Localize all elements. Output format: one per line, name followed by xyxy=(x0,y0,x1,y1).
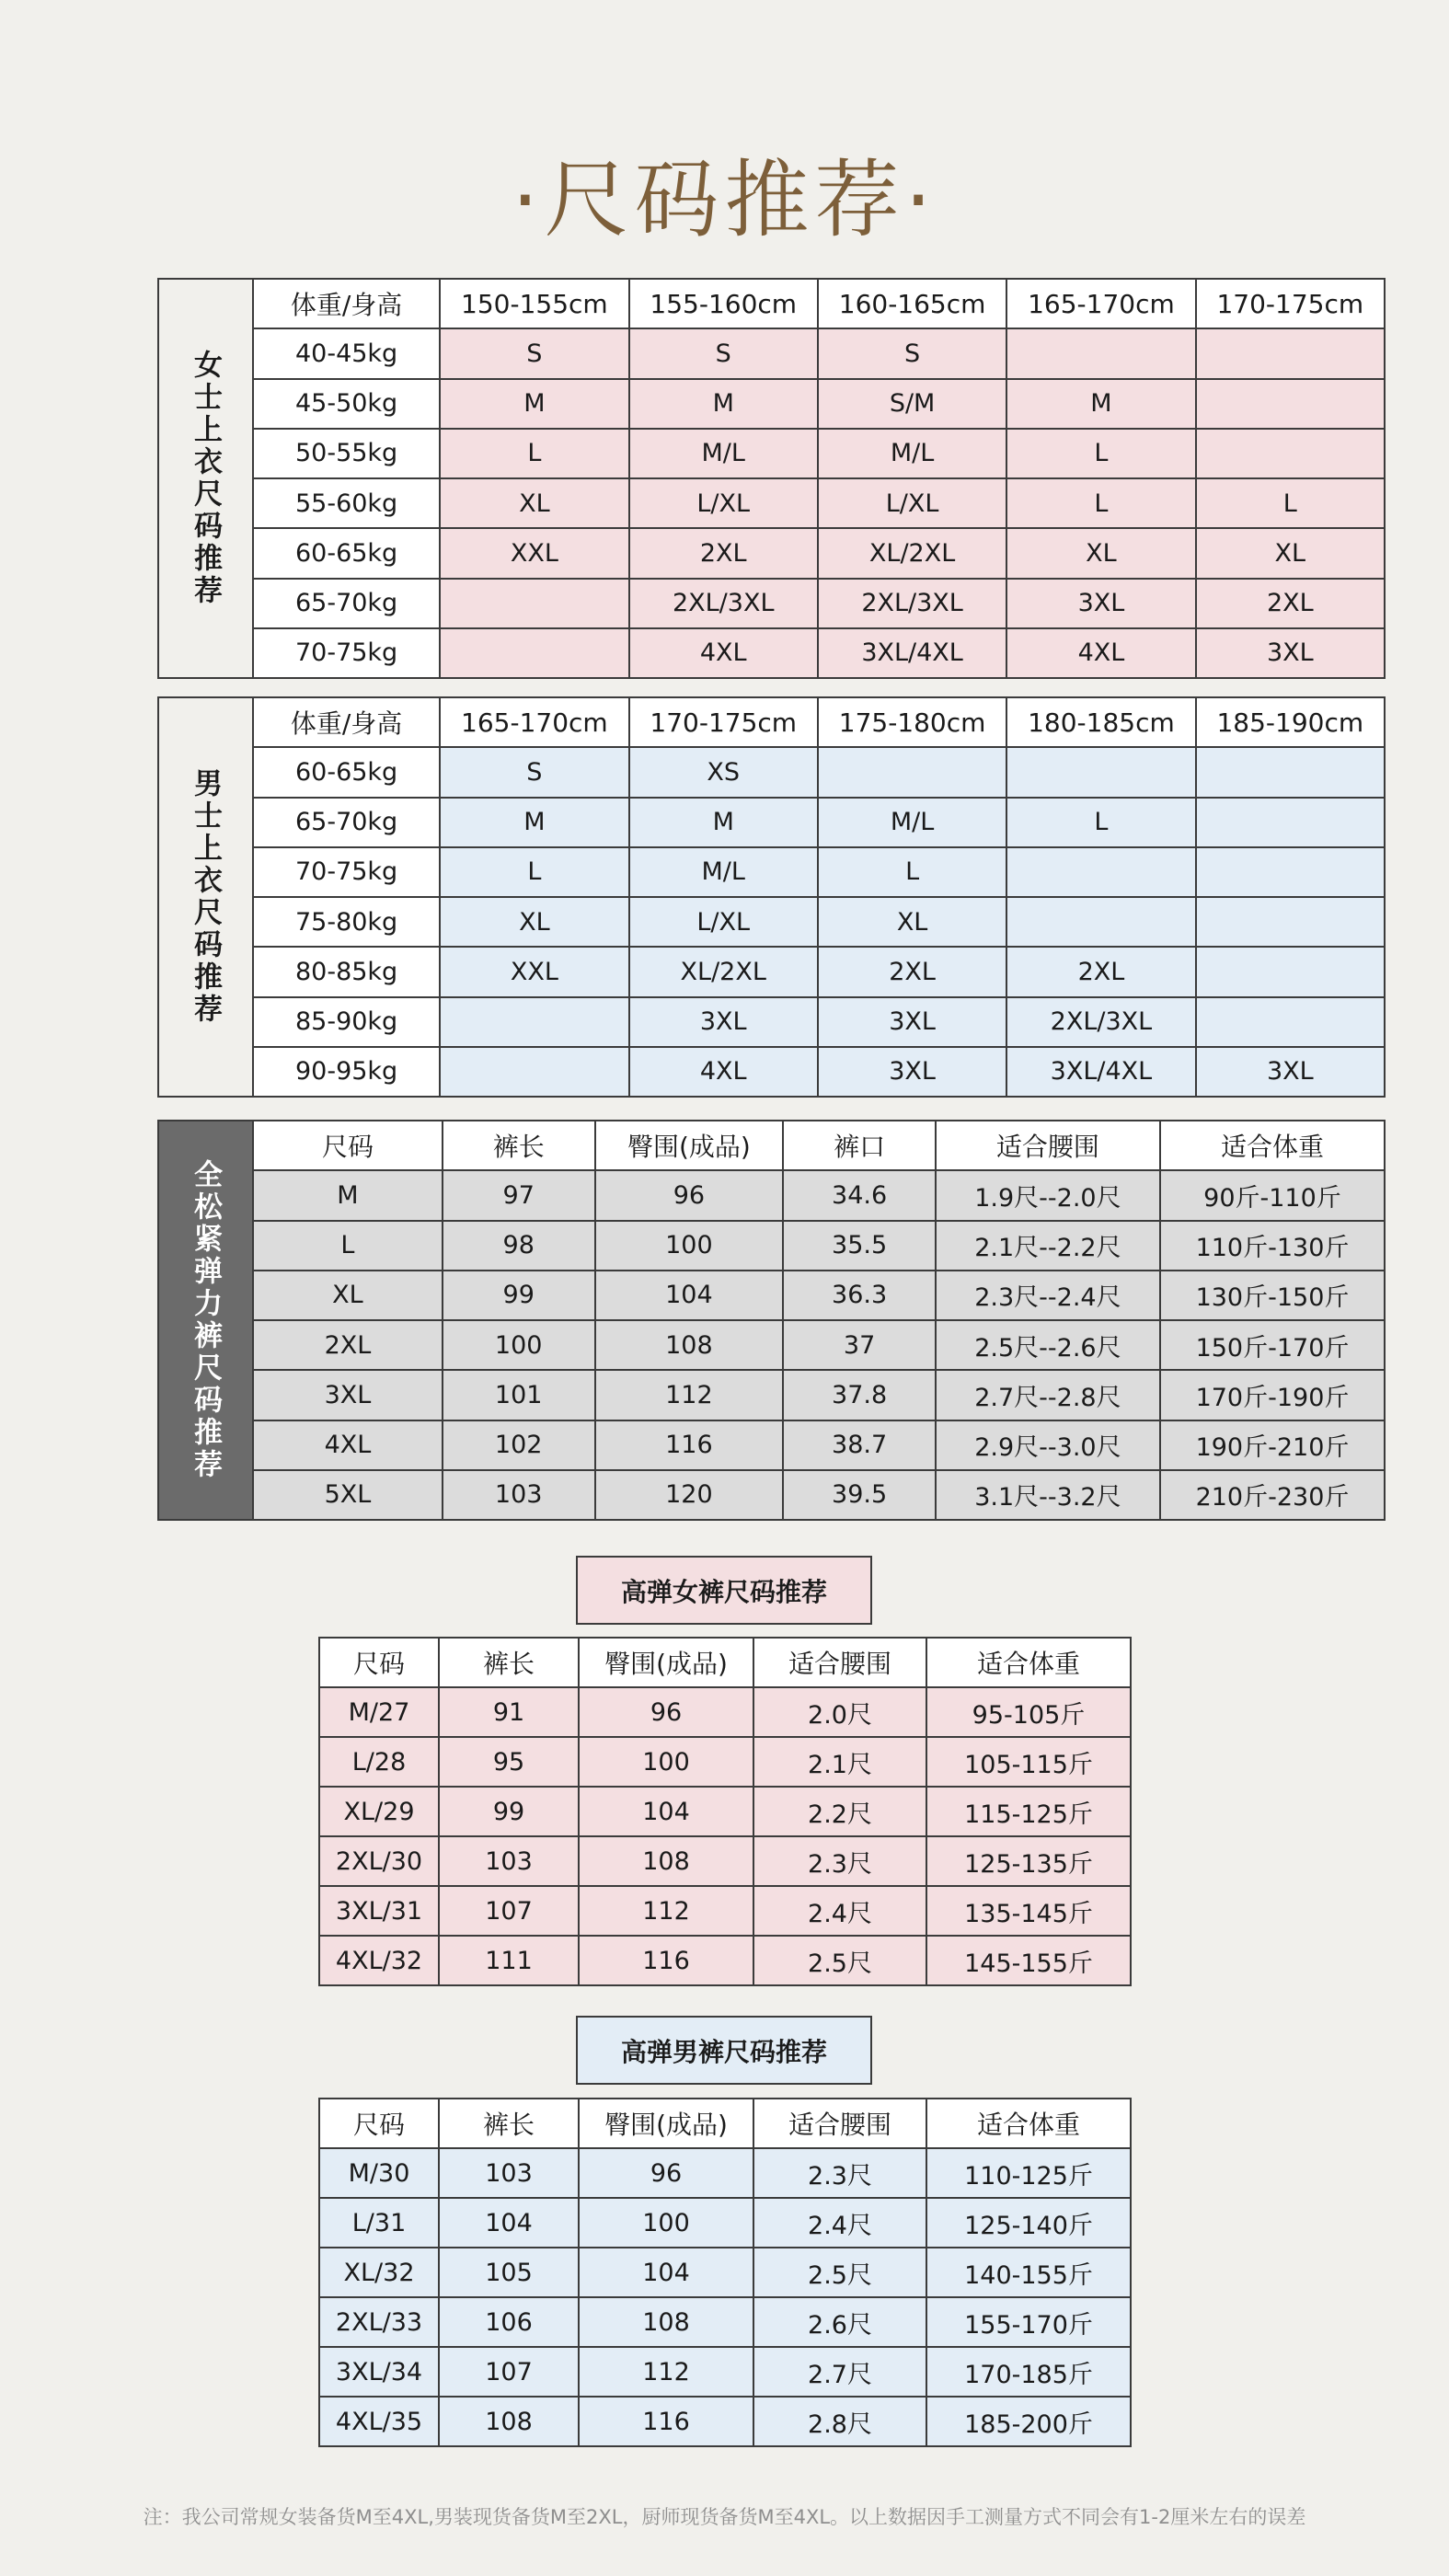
table-cell: XL xyxy=(1006,528,1195,578)
table-row xyxy=(253,579,1385,628)
column-header: 适合体重 xyxy=(926,1638,1131,1687)
column-header: 裤长 xyxy=(439,1638,579,1687)
table-cell: 105 xyxy=(439,2248,579,2297)
table-cell: M xyxy=(440,379,628,429)
table-cell: 116 xyxy=(579,2397,753,2446)
table-cell: S/M xyxy=(818,379,1006,429)
table-cell: 97 xyxy=(443,1170,595,1220)
table-cell xyxy=(1196,997,1385,1047)
table-cell: L/XL xyxy=(629,897,818,947)
men-tops-section xyxy=(157,696,1386,1098)
column-header: 155-160cm xyxy=(629,279,818,328)
table-cell xyxy=(1196,947,1385,996)
table-cell: 2.7尺 xyxy=(753,2347,926,2397)
table-cell: XL xyxy=(1196,528,1385,578)
column-header: 体重/身高 xyxy=(253,279,440,328)
table-cell: L xyxy=(818,847,1006,897)
row-label: 4XL/35 xyxy=(319,2397,439,2446)
table-cell: 3XL xyxy=(1006,579,1195,628)
table-row xyxy=(253,1221,1385,1271)
table-cell: L xyxy=(1006,429,1195,478)
table-row xyxy=(319,1836,1131,1886)
table-cell: 38.7 xyxy=(783,1420,936,1470)
table-row xyxy=(319,1737,1131,1787)
table-cell: 150斤-170斤 xyxy=(1160,1320,1385,1370)
table-row xyxy=(319,1936,1131,1985)
table-cell: 2XL xyxy=(1196,579,1385,628)
table-row xyxy=(253,628,1385,678)
row-label: 65-70kg xyxy=(253,798,440,847)
row-label: 70-75kg xyxy=(253,628,440,678)
table-cell: XL xyxy=(818,897,1006,947)
table-cell: XL xyxy=(440,478,628,528)
stretch-pants-table xyxy=(252,1120,1386,1521)
table-row xyxy=(253,478,1385,528)
table-cell: 2.8尺 xyxy=(753,2397,926,2446)
table-cell: 2.1尺 xyxy=(753,1737,926,1787)
table-cell: 107 xyxy=(439,1886,579,1936)
table-row xyxy=(253,1320,1385,1370)
table-cell xyxy=(1196,847,1385,897)
table-cell: 39.5 xyxy=(783,1470,936,1520)
table-row xyxy=(253,379,1385,429)
table-cell xyxy=(440,579,628,628)
row-label: 3XL xyxy=(253,1370,443,1420)
men-pants-table xyxy=(318,2098,1132,2447)
column-header: 裤口 xyxy=(783,1121,936,1170)
table-row xyxy=(253,528,1385,578)
table-cell: 3XL xyxy=(1196,1047,1385,1097)
table-cell: M/L xyxy=(818,798,1006,847)
column-header: 160-165cm xyxy=(818,279,1006,328)
column-header: 裤长 xyxy=(443,1121,595,1170)
column-header: 165-170cm xyxy=(1006,279,1195,328)
women-tops-table xyxy=(252,278,1386,679)
men-tops-label: 男士上衣尺码推荐 xyxy=(157,696,252,1098)
table-cell: 102 xyxy=(443,1420,595,1470)
row-label: 60-65kg xyxy=(253,528,440,578)
table-cell xyxy=(440,628,628,678)
table-cell: 108 xyxy=(579,1836,753,1886)
table-cell: 2XL/3XL xyxy=(818,579,1006,628)
column-header: 裤长 xyxy=(439,2099,579,2148)
table-cell: 107 xyxy=(439,2347,579,2397)
table-cell xyxy=(818,747,1006,797)
table-cell: 90斤-110斤 xyxy=(1160,1170,1385,1220)
row-label: M/27 xyxy=(319,1687,439,1737)
table-cell: 2.3尺 xyxy=(753,2148,926,2198)
table-cell xyxy=(1196,897,1385,947)
column-header: 180-185cm xyxy=(1006,697,1195,747)
table-cell: 100 xyxy=(595,1221,784,1271)
table-row xyxy=(253,997,1385,1047)
table-cell: 95 xyxy=(439,1737,579,1787)
table-cell: M xyxy=(1006,379,1195,429)
table-cell: 185-200斤 xyxy=(926,2397,1131,2446)
table-row xyxy=(253,798,1385,847)
table-cell: 105-115斤 xyxy=(926,1737,1131,1787)
table-cell: XS xyxy=(629,747,818,797)
table-cell: 100 xyxy=(443,1320,595,1370)
row-label: 3XL/34 xyxy=(319,2347,439,2397)
table-cell: L xyxy=(440,847,628,897)
table-row xyxy=(319,2347,1131,2397)
table-cell: M/L xyxy=(818,429,1006,478)
men-pants-section xyxy=(318,2098,1132,2447)
table-cell: 170-185斤 xyxy=(926,2347,1131,2397)
row-label: L xyxy=(253,1221,443,1271)
table-cell: 108 xyxy=(595,1320,784,1370)
table-cell xyxy=(440,997,628,1047)
table-cell: 110-125斤 xyxy=(926,2148,1131,2198)
table-cell: 108 xyxy=(579,2297,753,2347)
footnote: 注：我公司常规女装备货M至4XL,男装现货备货M至2XL，厨师现货备货M至4XL。以上数据因手工测量方式不同会有1-2厘米左右的误差 xyxy=(143,2506,1306,2528)
row-label: XL/32 xyxy=(319,2248,439,2297)
table-cell: 106 xyxy=(439,2297,579,2347)
column-header: 尺码 xyxy=(253,1121,443,1170)
table-cell: 210斤-230斤 xyxy=(1160,1470,1385,1520)
table-cell: 2.1尺--2.2尺 xyxy=(936,1221,1160,1271)
table-cell: 170斤-190斤 xyxy=(1160,1370,1385,1420)
table-cell: 2.7尺--2.8尺 xyxy=(936,1370,1160,1420)
column-header: 165-170cm xyxy=(440,697,628,747)
column-header: 175-180cm xyxy=(818,697,1006,747)
column-header: 适合体重 xyxy=(926,2099,1131,2148)
stretch-pants-section xyxy=(157,1120,1386,1521)
table-cell: 135-145斤 xyxy=(926,1886,1131,1936)
row-label: XL xyxy=(253,1271,443,1320)
table-cell: 3XL xyxy=(818,1047,1006,1097)
table-cell: S xyxy=(818,328,1006,378)
table-cell: 4XL xyxy=(1006,628,1195,678)
table-cell: 2XL/3XL xyxy=(1006,997,1195,1047)
column-header: 尺码 xyxy=(319,2099,439,2148)
table-row xyxy=(253,1047,1385,1097)
table-cell: 2.3尺 xyxy=(753,1836,926,1886)
table-cell: 96 xyxy=(579,2148,753,2198)
row-label: 40-45kg xyxy=(253,328,440,378)
header-row xyxy=(319,1638,1131,1687)
table-cell: 96 xyxy=(579,1687,753,1737)
table-cell: 3XL/4XL xyxy=(1006,1047,1195,1097)
page-title: ·尺码推荐· xyxy=(512,151,937,249)
table-cell: 2XL xyxy=(818,947,1006,996)
table-cell: L/XL xyxy=(818,478,1006,528)
table-row xyxy=(253,328,1385,378)
table-cell: 104 xyxy=(595,1271,784,1320)
table-cell: 35.5 xyxy=(783,1221,936,1271)
header-row xyxy=(253,1121,1385,1170)
column-header: 适合腰围 xyxy=(936,1121,1160,1170)
table-cell: 125-135斤 xyxy=(926,1836,1131,1886)
women-tops-label: 女士上衣尺码推荐 xyxy=(157,278,252,679)
table-cell: M xyxy=(629,798,818,847)
row-label: 60-65kg xyxy=(253,747,440,797)
table-cell: 1.9尺--2.0尺 xyxy=(936,1170,1160,1220)
table-cell xyxy=(1196,747,1385,797)
table-cell: 112 xyxy=(579,2347,753,2397)
table-cell: 140-155斤 xyxy=(926,2248,1131,2297)
table-cell xyxy=(1196,798,1385,847)
table-cell: S xyxy=(440,328,628,378)
row-label: 65-70kg xyxy=(253,579,440,628)
table-cell: 2.4尺 xyxy=(753,2198,926,2248)
table-cell: 99 xyxy=(443,1271,595,1320)
table-cell: 3.1尺--3.2尺 xyxy=(936,1470,1160,1520)
women-pants-section xyxy=(318,1637,1132,1986)
table-cell: 103 xyxy=(439,1836,579,1886)
row-label: 2XL/30 xyxy=(319,1836,439,1886)
table-cell: 4XL xyxy=(629,628,818,678)
column-header: 适合腰围 xyxy=(753,2099,926,2148)
table-cell: 37.8 xyxy=(783,1370,936,1420)
row-label: 55-60kg xyxy=(253,478,440,528)
table-row xyxy=(319,1886,1131,1936)
table-cell xyxy=(1006,747,1195,797)
column-header: 体重/身高 xyxy=(253,697,440,747)
column-header: 170-175cm xyxy=(1196,279,1385,328)
table-cell: 104 xyxy=(579,1787,753,1836)
column-header: 适合腰围 xyxy=(753,1638,926,1687)
table-cell: 116 xyxy=(579,1936,753,1985)
women-tops-section xyxy=(157,278,1386,679)
table-cell: L xyxy=(1006,798,1195,847)
table-cell: 36.3 xyxy=(783,1271,936,1320)
table-cell: 91 xyxy=(439,1687,579,1737)
table-cell xyxy=(1006,897,1195,947)
row-label: 4XL xyxy=(253,1420,443,1470)
column-header: 臀围(成品) xyxy=(579,1638,753,1687)
table-cell: 125-140斤 xyxy=(926,2198,1131,2248)
table-cell: 101 xyxy=(443,1370,595,1420)
table-cell: 108 xyxy=(439,2397,579,2446)
table-row xyxy=(319,2198,1131,2248)
table-cell: L xyxy=(1196,478,1385,528)
table-row xyxy=(319,2248,1131,2297)
table-cell: 34.6 xyxy=(783,1170,936,1220)
stretch-pants-label: 全松紧弹力裤尺码推荐 xyxy=(157,1120,252,1521)
table-cell: 104 xyxy=(439,2198,579,2248)
table-cell: 2.0尺 xyxy=(753,1687,926,1737)
table-cell: 3XL xyxy=(818,997,1006,1047)
table-row xyxy=(319,1687,1131,1737)
table-cell: 103 xyxy=(443,1470,595,1520)
table-cell: 2.4尺 xyxy=(753,1886,926,1936)
table-cell: 190斤-210斤 xyxy=(1160,1420,1385,1470)
table-cell: 104 xyxy=(579,2248,753,2297)
row-label: L/28 xyxy=(319,1737,439,1787)
row-label: 75-80kg xyxy=(253,897,440,947)
header-row xyxy=(253,279,1385,328)
women-pants-table xyxy=(318,1637,1132,1986)
table-cell: 2XL xyxy=(1006,947,1195,996)
row-label: 90-95kg xyxy=(253,1047,440,1097)
table-row xyxy=(253,897,1385,947)
column-header: 尺码 xyxy=(319,1638,439,1687)
women-pants-title: 高弹女裤尺码推荐 xyxy=(576,1556,872,1625)
table-cell: 95-105斤 xyxy=(926,1687,1131,1737)
row-label: 3XL/31 xyxy=(319,1886,439,1936)
table-cell xyxy=(1006,328,1195,378)
row-label: 45-50kg xyxy=(253,379,440,429)
table-cell: 4XL xyxy=(629,1047,818,1097)
column-header: 臀围(成品) xyxy=(579,2099,753,2148)
table-cell: XL/2XL xyxy=(818,528,1006,578)
men-pants-title: 高弹男裤尺码推荐 xyxy=(576,2016,872,2085)
table-cell: M/L xyxy=(629,429,818,478)
table-cell: 3XL/4XL xyxy=(818,628,1006,678)
row-label: 80-85kg xyxy=(253,947,440,996)
table-cell xyxy=(1196,379,1385,429)
row-label: 5XL xyxy=(253,1470,443,1520)
table-cell: 145-155斤 xyxy=(926,1936,1131,1985)
table-cell: 111 xyxy=(439,1936,579,1985)
row-label: 70-75kg xyxy=(253,847,440,897)
table-cell: S xyxy=(440,747,628,797)
row-label: 2XL xyxy=(253,1320,443,1370)
table-cell: L/XL xyxy=(629,478,818,528)
table-cell: M xyxy=(629,379,818,429)
table-cell: 2.2尺 xyxy=(753,1787,926,1836)
table-cell: 2.5尺 xyxy=(753,1936,926,1985)
table-cell xyxy=(1196,328,1385,378)
table-cell: S xyxy=(629,328,818,378)
table-cell: 100 xyxy=(579,1737,753,1787)
table-cell: 115-125斤 xyxy=(926,1787,1131,1836)
header-row xyxy=(319,2099,1131,2148)
table-cell xyxy=(440,1047,628,1097)
table-row xyxy=(253,1420,1385,1470)
table-row xyxy=(319,2148,1131,2198)
table-cell: 120 xyxy=(595,1470,784,1520)
table-cell: XL xyxy=(440,897,628,947)
table-cell: 37 xyxy=(783,1320,936,1370)
table-cell: 2XL/3XL xyxy=(629,579,818,628)
table-cell: XXL xyxy=(440,947,628,996)
table-cell: XXL xyxy=(440,528,628,578)
table-row xyxy=(253,429,1385,478)
table-row xyxy=(253,1271,1385,1320)
table-cell: M xyxy=(440,798,628,847)
table-cell: 116 xyxy=(595,1420,784,1470)
table-cell xyxy=(1196,429,1385,478)
table-cell: 103 xyxy=(439,2148,579,2198)
column-header: 臀围(成品) xyxy=(595,1121,784,1170)
row-label: XL/29 xyxy=(319,1787,439,1836)
table-cell: 100 xyxy=(579,2198,753,2248)
row-label: 2XL/33 xyxy=(319,2297,439,2347)
header-row xyxy=(253,697,1385,747)
table-cell: 2.6尺 xyxy=(753,2297,926,2347)
table-cell: 98 xyxy=(443,1221,595,1271)
table-cell: 2.5尺 xyxy=(753,2248,926,2297)
table-cell: L xyxy=(440,429,628,478)
table-cell: 99 xyxy=(439,1787,579,1836)
row-label: 85-90kg xyxy=(253,997,440,1047)
table-cell: 2XL xyxy=(629,528,818,578)
table-row xyxy=(253,747,1385,797)
table-cell: 112 xyxy=(595,1370,784,1420)
table-cell: 130斤-150斤 xyxy=(1160,1271,1385,1320)
table-row xyxy=(253,1470,1385,1520)
table-row xyxy=(319,2397,1131,2446)
table-cell xyxy=(1006,847,1195,897)
table-cell: M/L xyxy=(629,847,818,897)
table-cell: 3XL xyxy=(1196,628,1385,678)
row-label: L/31 xyxy=(319,2198,439,2248)
column-header: 185-190cm xyxy=(1196,697,1385,747)
table-cell: 155-170斤 xyxy=(926,2297,1131,2347)
row-label: M xyxy=(253,1170,443,1220)
table-cell: 3XL xyxy=(629,997,818,1047)
table-row xyxy=(253,1370,1385,1420)
column-header: 170-175cm xyxy=(629,697,818,747)
table-row xyxy=(319,2297,1131,2347)
table-cell: 2.5尺--2.6尺 xyxy=(936,1320,1160,1370)
table-cell: 2.3尺--2.4尺 xyxy=(936,1271,1160,1320)
table-row xyxy=(253,947,1385,996)
table-cell: 2.9尺--3.0尺 xyxy=(936,1420,1160,1470)
row-label: 50-55kg xyxy=(253,429,440,478)
table-row xyxy=(319,1787,1131,1836)
table-cell: XL/2XL xyxy=(629,947,818,996)
table-cell: 112 xyxy=(579,1886,753,1936)
table-cell: 96 xyxy=(595,1170,784,1220)
table-row xyxy=(253,847,1385,897)
men-tops-table xyxy=(252,696,1386,1098)
row-label: 4XL/32 xyxy=(319,1936,439,1985)
column-header: 150-155cm xyxy=(440,279,628,328)
row-label: M/30 xyxy=(319,2148,439,2198)
table-cell: L xyxy=(1006,478,1195,528)
table-cell: 110斤-130斤 xyxy=(1160,1221,1385,1271)
table-row xyxy=(253,1170,1385,1220)
column-header: 适合体重 xyxy=(1160,1121,1385,1170)
